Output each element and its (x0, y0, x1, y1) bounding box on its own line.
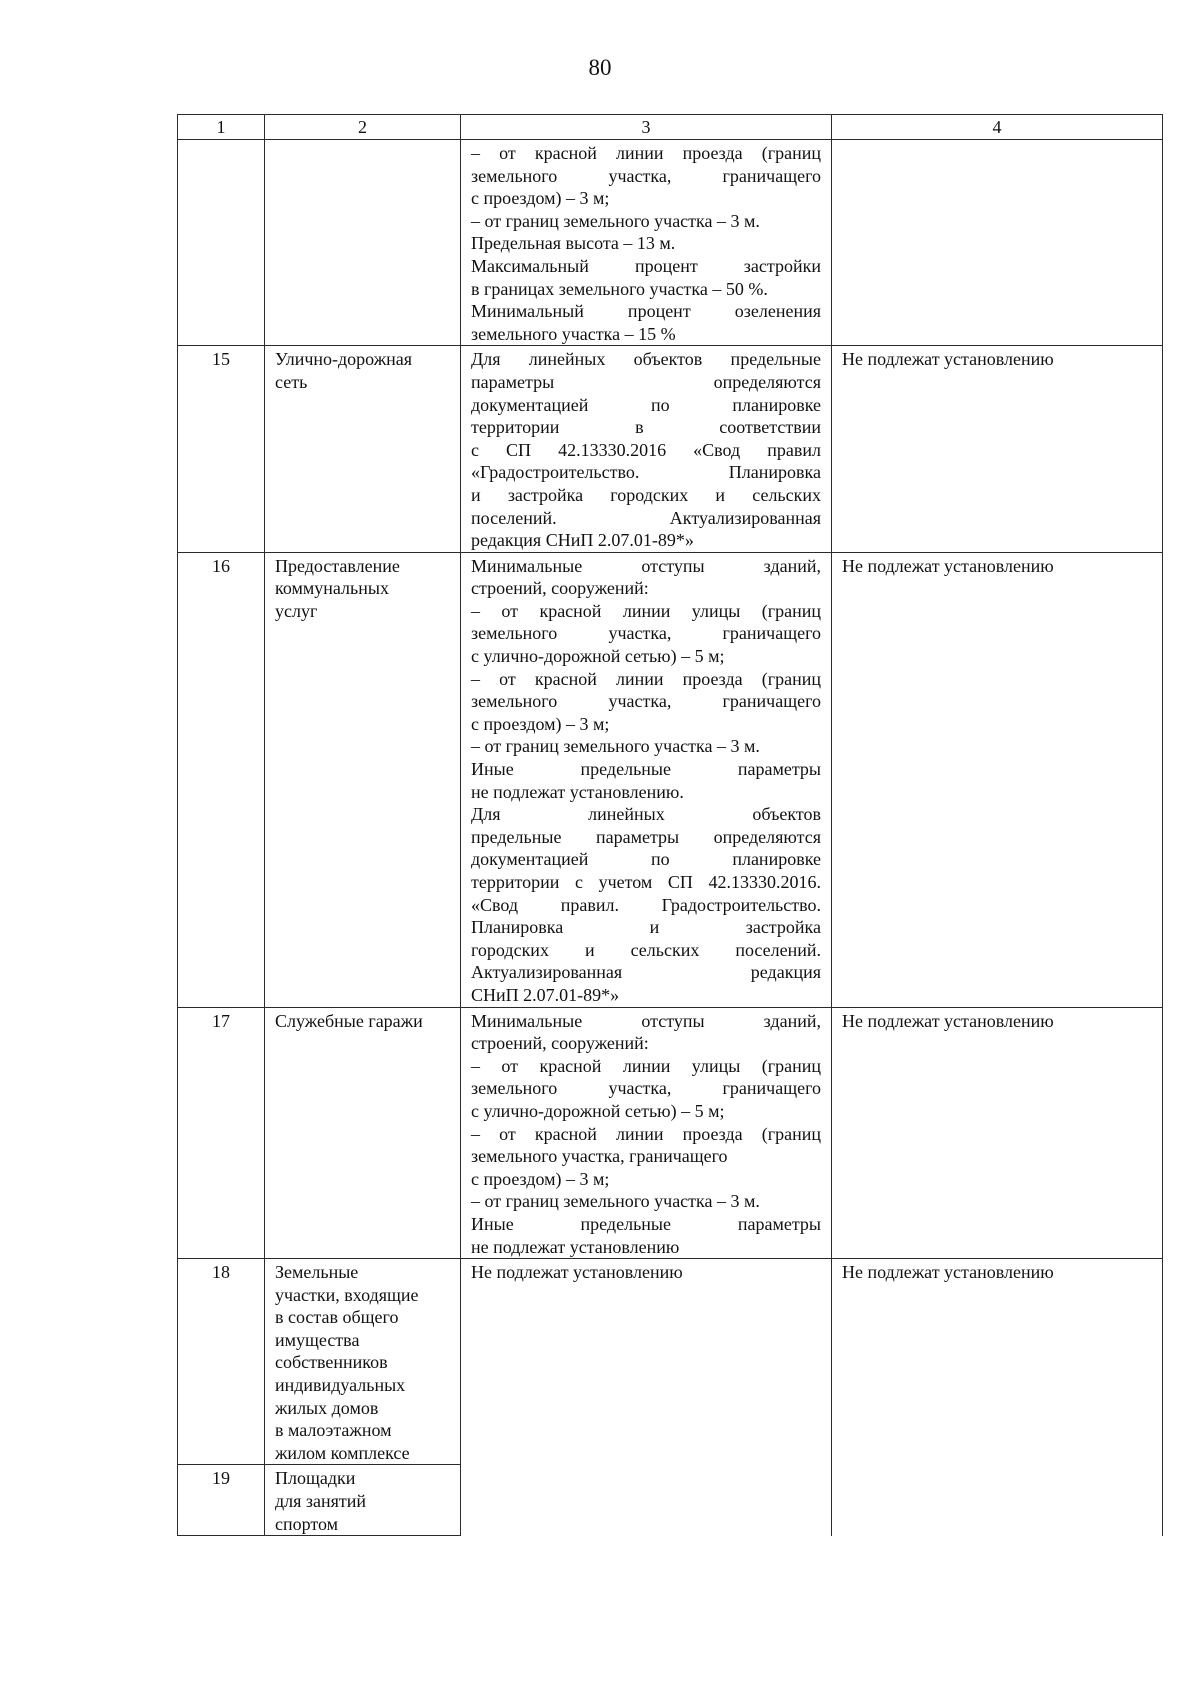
row-number: 18 (178, 1259, 265, 1465)
param-line: не подлежат установлению (471, 1236, 680, 1257)
param-line: предельные параметры определяются (471, 826, 821, 847)
param-line: не подлежат установлению. (471, 781, 684, 802)
param-line: городских и сельских поселений. (471, 939, 821, 960)
param-line: с проездом) – 3 м; (471, 1168, 610, 1189)
param-line: территории с учетом СП 42.13330.2016. (471, 872, 821, 892)
param-line: – от красной линии проезда (границ (471, 1123, 821, 1144)
param-line: – от границ земельного участка – 3 м. (471, 736, 760, 757)
row-params-cell (461, 552, 832, 1007)
name-line: Улично-дорожная (275, 349, 413, 370)
param-line: земельного участка, граничащего (471, 1146, 728, 1167)
param-line: Иные предельные параметры (471, 759, 821, 780)
param-line: поселений. Актуализированная (471, 507, 821, 528)
param-line: Минимальные отступы зданий, (471, 555, 821, 576)
param-line: Планировка и застройка (471, 917, 821, 938)
param-line: СНиП 2.07.01-89*» (471, 984, 620, 1005)
param-line: Минимальные отступы зданий, (471, 1010, 821, 1031)
param-line: – от красной линии проезда (границ (471, 668, 821, 689)
param-line: с проездом) – 3 м; (471, 713, 610, 734)
param-line: земельного участка, граничащего (471, 165, 821, 186)
row-number-cell (178, 140, 265, 346)
param-line: в границах земельного участка – 50 %. (471, 278, 768, 299)
column-header: 2 (265, 115, 461, 140)
param-line: «Градостроительство. Планировка (471, 462, 821, 483)
param-line: строений, сооружений: (471, 1033, 649, 1054)
param-line: земельного участка, граничащего (471, 691, 821, 712)
row-number: 16 (178, 552, 265, 1007)
param-line: – от красной линии улицы (границ (471, 600, 821, 621)
name-line: Площадки (275, 1468, 356, 1489)
row-name-cell (265, 1465, 461, 1536)
param-line: земельного участка – 15 % (471, 323, 676, 344)
row-number: 15 (178, 346, 265, 552)
row-params-cell (461, 1259, 832, 1536)
param-line: «Свод правил. Градостроительство. (471, 894, 821, 915)
row-number: 17 (178, 1007, 265, 1259)
param-line: с проездом) – 3 м; (471, 188, 610, 209)
column-header: 4 (832, 115, 1163, 140)
column-header: 1 (178, 115, 265, 140)
row-number: 19 (178, 1465, 265, 1536)
param-line: строений, сооружений: (471, 578, 649, 599)
row-params-cell (461, 140, 832, 346)
row-params-cell (461, 1007, 832, 1259)
param-line: и застройка городских и сельских (471, 484, 821, 505)
row-note: Не подлежат установлению (832, 346, 1163, 552)
param-line: с улично-дорожной сетью) – 5 м; (471, 646, 725, 667)
row-name-cell (265, 552, 461, 1007)
name-line: для занятий (275, 1491, 367, 1512)
name-line: коммунальных (275, 578, 389, 599)
param-line: Актуализированная редакция (471, 962, 821, 983)
table-row (178, 346, 1163, 552)
name-line: участки, входящие (275, 1284, 419, 1305)
param-line: Максимальный процент застройки (471, 255, 821, 276)
table-row (178, 1259, 1163, 1465)
column-header: 3 (461, 115, 832, 140)
param-line: – от границ земельного участка – 3 м. (471, 1191, 760, 1212)
row-params-cell (461, 346, 832, 552)
param-line: с СП 42.13330.2016 «Свод правил (471, 439, 821, 460)
param-line: документацией по планировке (471, 849, 821, 870)
zoning-parameters-table (177, 114, 1163, 1536)
param-line: редакция СНиП 2.07.01-89*» (471, 530, 694, 551)
table-row-continuation (178, 140, 1163, 346)
param-line: Предельная высота – 13 м. (471, 233, 676, 254)
name-line: жилом комплексе (275, 1442, 410, 1463)
param-line: Для линейных объектов (471, 804, 821, 825)
row-note: Не подлежат установлению (832, 552, 1163, 1007)
name-line: спортом (275, 1513, 339, 1534)
name-line: в малоэтажном (275, 1420, 392, 1441)
name-line: Служебные гаражи (275, 1010, 423, 1031)
name-line: имущества (275, 1329, 360, 1350)
param-line: территории в соответствии (471, 417, 821, 438)
param-line: – от границ земельного участка – 3 м. (471, 210, 760, 231)
name-line: услуг (275, 600, 318, 621)
name-line: сеть (275, 371, 308, 392)
param-line: – от красной линии улицы (границ (471, 1055, 821, 1076)
table-header-row (178, 115, 1163, 140)
table-row (178, 552, 1163, 1007)
table-row (178, 1007, 1163, 1259)
page-number: 80 (588, 55, 612, 80)
row-name-cell (265, 346, 461, 552)
row-note-cell (832, 140, 1163, 346)
row-note: Не подлежат установлению (832, 1259, 1163, 1536)
name-line: жилых домов (275, 1397, 379, 1418)
name-line: индивидуальных (275, 1375, 406, 1396)
param-line: земельного участка, граничащего (471, 1078, 821, 1099)
param-line: с улично-дорожной сетью) – 5 м; (471, 1100, 725, 1121)
name-line: в состав общего (275, 1307, 399, 1328)
param-line: Минимальный процент озеленения (471, 301, 821, 322)
param-line: параметры определяются (471, 371, 821, 392)
name-line: Предоставление (275, 555, 400, 576)
param-line: Не подлежат установлению (471, 1262, 683, 1283)
row-name-cell (265, 1007, 461, 1259)
param-line: земельного участка, граничащего (471, 623, 821, 644)
row-name-cell (265, 140, 461, 346)
name-line: собственников (275, 1352, 388, 1373)
param-line: Иные предельные параметры (471, 1213, 821, 1234)
row-name-cell (265, 1259, 461, 1465)
row-note: Не подлежат установлению (832, 1007, 1163, 1259)
name-line: Земельные (275, 1262, 359, 1283)
param-line: Для линейных объектов предельные (471, 349, 821, 370)
param-line: – от красной линии проезда (границ (471, 143, 821, 163)
param-line: документацией по планировке (471, 394, 821, 415)
